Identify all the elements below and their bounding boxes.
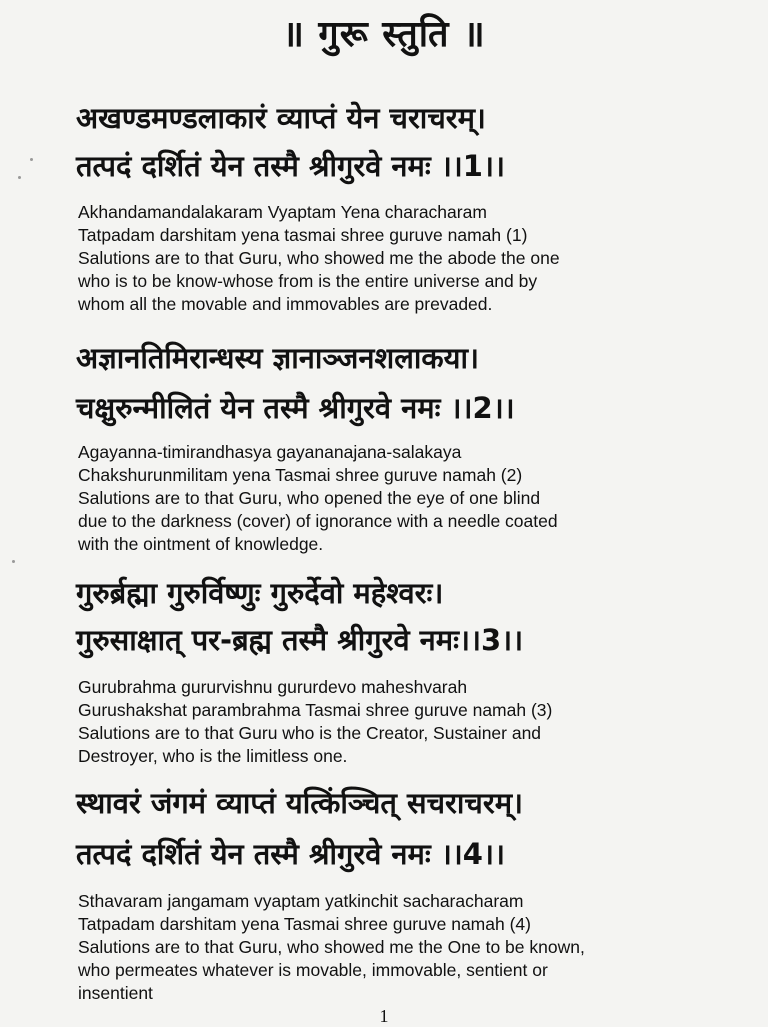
page-number: 1 [379,1006,389,1026]
page-title: ॥ गुरू स्तुति ॥ [282,14,486,55]
translit-line: Salutions are to that Guru, who showed me the abode the one [78,248,560,268]
verse-1-line-2: तत्पदं दर्शितं येन तस्मै श्रीगुरवे नमः ।।1।। [76,149,505,183]
translit-line: Chakshurunmilitam yena Tasmai shree guruve namah (2) [78,465,523,485]
translit-line: who is to be know-whose from is the entire universe and by [78,271,538,291]
translit-line: Gurubrahma gururvishnu gururdevo maheshvarah [78,677,468,697]
translit-line: whom all the movable and immovables are prevaded. [78,294,493,314]
translit-line: Akhandamandalakaram Vyaptam Yena characharam [78,202,487,222]
verse-2-line-1: अज्ञानतिमिरान्धस्य ज्ञानाञ्जनशलाकया। [76,341,479,375]
translit-line: Destroyer, who is the limitless one. [78,746,348,766]
verse-2-line-2: चक्षुरुन्मीलितं येन तस्मै श्रीगुरवे नमः ।।2।। [76,391,515,425]
verse-4-line-2: तत्पदं दर्शितं येन तस्मै श्रीगुरवे नमः ।।4।। [76,837,505,871]
verse-1-transliteration [78,201,718,316]
scan-speck [18,176,21,179]
verse-1-line-1: अखण्डमण्डलाकारं व्याप्तं येन चराचरम्। [76,101,486,135]
translit-line: insentient [78,983,153,1003]
translit-line: due to the darkness (cover) of ignorance with a needle coated [78,511,558,531]
verse-3-line-1: गुरुर्ब्रह्मा गुरुर्विष्णुः गुरुर्देवो महेश्वरः। [76,576,444,610]
translit-line: with the ointment of knowledge. [78,534,324,554]
translit-line: Tatpadam darshitam yena tasmai shree guruve namah (1) [78,225,528,245]
translit-line: Tatpadam darshitam yena Tasmai shree guruve namah (4) [78,914,531,934]
verse-4-transliteration [78,890,718,1005]
translit-line: who permeates whatever is movable, immovable, sentient or [78,960,548,980]
translit-line: Sthavaram jangamam vyaptam yatkinchit sacharacharam [78,891,524,911]
verse-3-transliteration [78,676,718,768]
translit-line: Salutions are to that Guru who is the Creator, Sustainer and [78,723,542,743]
verse-3-line-2: गुरुसाक्षात् पर-ब्रह्म तस्मै श्रीगुरवे नमः।।3।। [76,623,524,657]
translit-line: Salutions are to that Guru, who showed me the One to be known, [78,937,585,957]
translit-line: Agayanna-timirandhasya gayananajana-salakaya [78,442,462,462]
scan-speck [30,158,33,161]
verse-2-transliteration [78,441,718,556]
scan-speck [12,560,15,563]
verse-4-line-1: स्थावरं जंगमं व्याप्तं यत्किंञ्चित् सचराचरम्। [76,786,524,820]
translit-line: Gurushakshat parambrahma Tasmai shree guruve namah (3) [78,700,553,720]
translit-line: Salutions are to that Guru, who opened the eye of one blind [78,488,541,508]
